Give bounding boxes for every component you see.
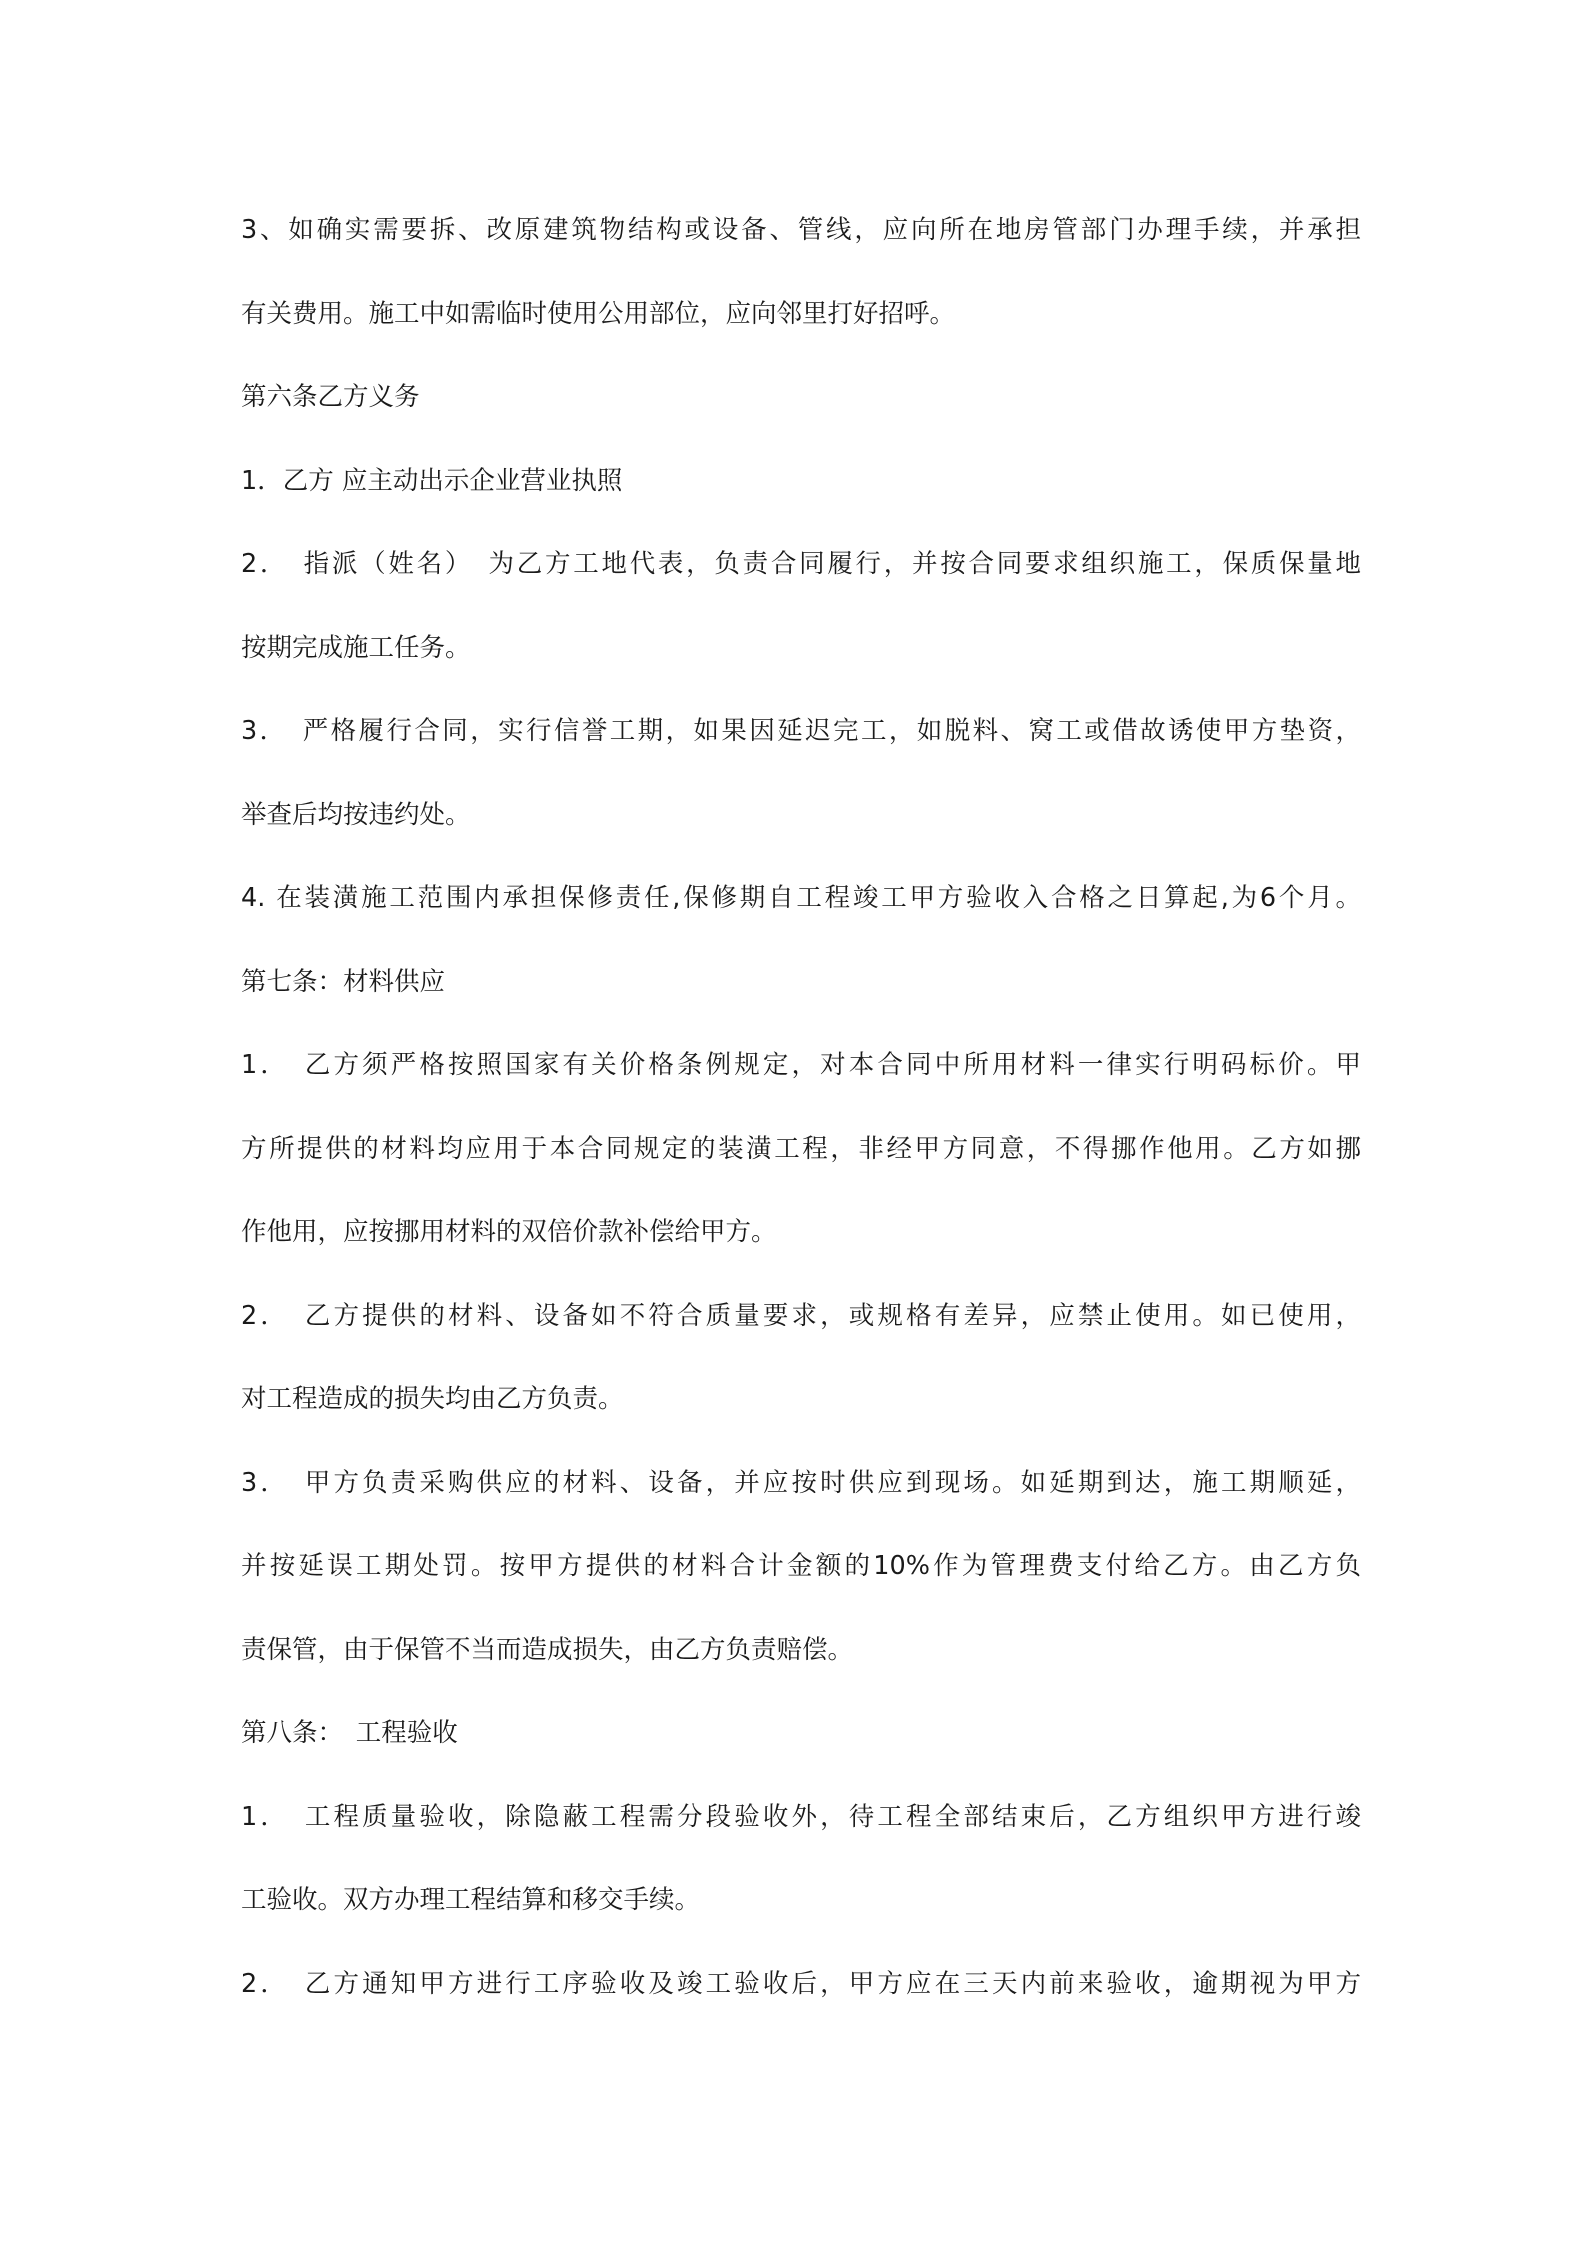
text-line: 2． 指派（姓名） 为乙方工地代表，负责合同履行，并按合同要求组织施工，保质保量地 xyxy=(241,549,1361,579)
text-line: 对工程造成的损失均由乙方负责。 xyxy=(241,1384,624,1414)
text-line: 4. 在装潢施工范围内承担保修责任,保修期自工程竣工甲方验收入合格之日算起,为6个月。 xyxy=(241,883,1361,913)
text-line: 1． 乙方须严格按照国家有关价格条例规定，对本合同中所用材料一律实行明码标价。甲 xyxy=(241,1050,1361,1080)
text-line: 方所提供的材料均应用于本合同规定的装潢工程，非经甲方同意，不得挪作他用。乙方如挪 xyxy=(241,1134,1361,1164)
text-line: 作他用，应按挪用材料的双倍价款补偿给甲方。 xyxy=(241,1217,777,1247)
text-line: 按期完成施工任务。 xyxy=(241,633,471,663)
section-heading: 第六条乙方义务 xyxy=(241,382,420,412)
text-line: 3． 甲方负责采购供应的材料、设备，并应按时供应到现场。如延期到达，施工期顺延， xyxy=(241,1468,1361,1498)
text-line: 有关费用。施工中如需临时使用公用部位，应向邻里打好招呼。 xyxy=(241,299,956,329)
section-heading: 第八条： 工程验收 xyxy=(241,1718,458,1748)
text-line: 1．乙方 应主动出示企业营业执照 xyxy=(241,466,623,496)
text-line: 1． 工程质量验收，除隐蔽工程需分段验收外，待工程全部结束后，乙方组织甲方进行竣 xyxy=(241,1802,1361,1832)
text-line: 2． 乙方提供的材料、设备如不符合质量要求，或规格有差异，应禁止使用。如已使用， xyxy=(241,1301,1361,1331)
text-line: 责保管，由于保管不当而造成损失，由乙方负责赔偿。 xyxy=(241,1635,854,1665)
text-line: 并按延误工期处罚。按甲方提供的材料合计金额的10%作为管理费支付给乙方。由乙方负 xyxy=(241,1551,1361,1581)
text-line: 3、如确实需要拆、改原建筑物结构或设备、管线，应向所在地房管部门办理手续，并承担 xyxy=(241,215,1361,245)
text-line: 3． 严格履行合同，实行信誉工期，如果因延迟完工，如脱料、窝工或借故诱使甲方垫资， xyxy=(241,716,1361,746)
section-heading: 第七条：材料供应 xyxy=(241,967,446,997)
text-line: 2． 乙方通知甲方进行工序验收及竣工验收后，甲方应在三天内前来验收，逾期视为甲方 xyxy=(241,1969,1361,1999)
text-line: 工验收。双方办理工程结算和移交手续。 xyxy=(241,1885,701,1915)
text-line: 举查后均按违约处。 xyxy=(241,800,471,830)
